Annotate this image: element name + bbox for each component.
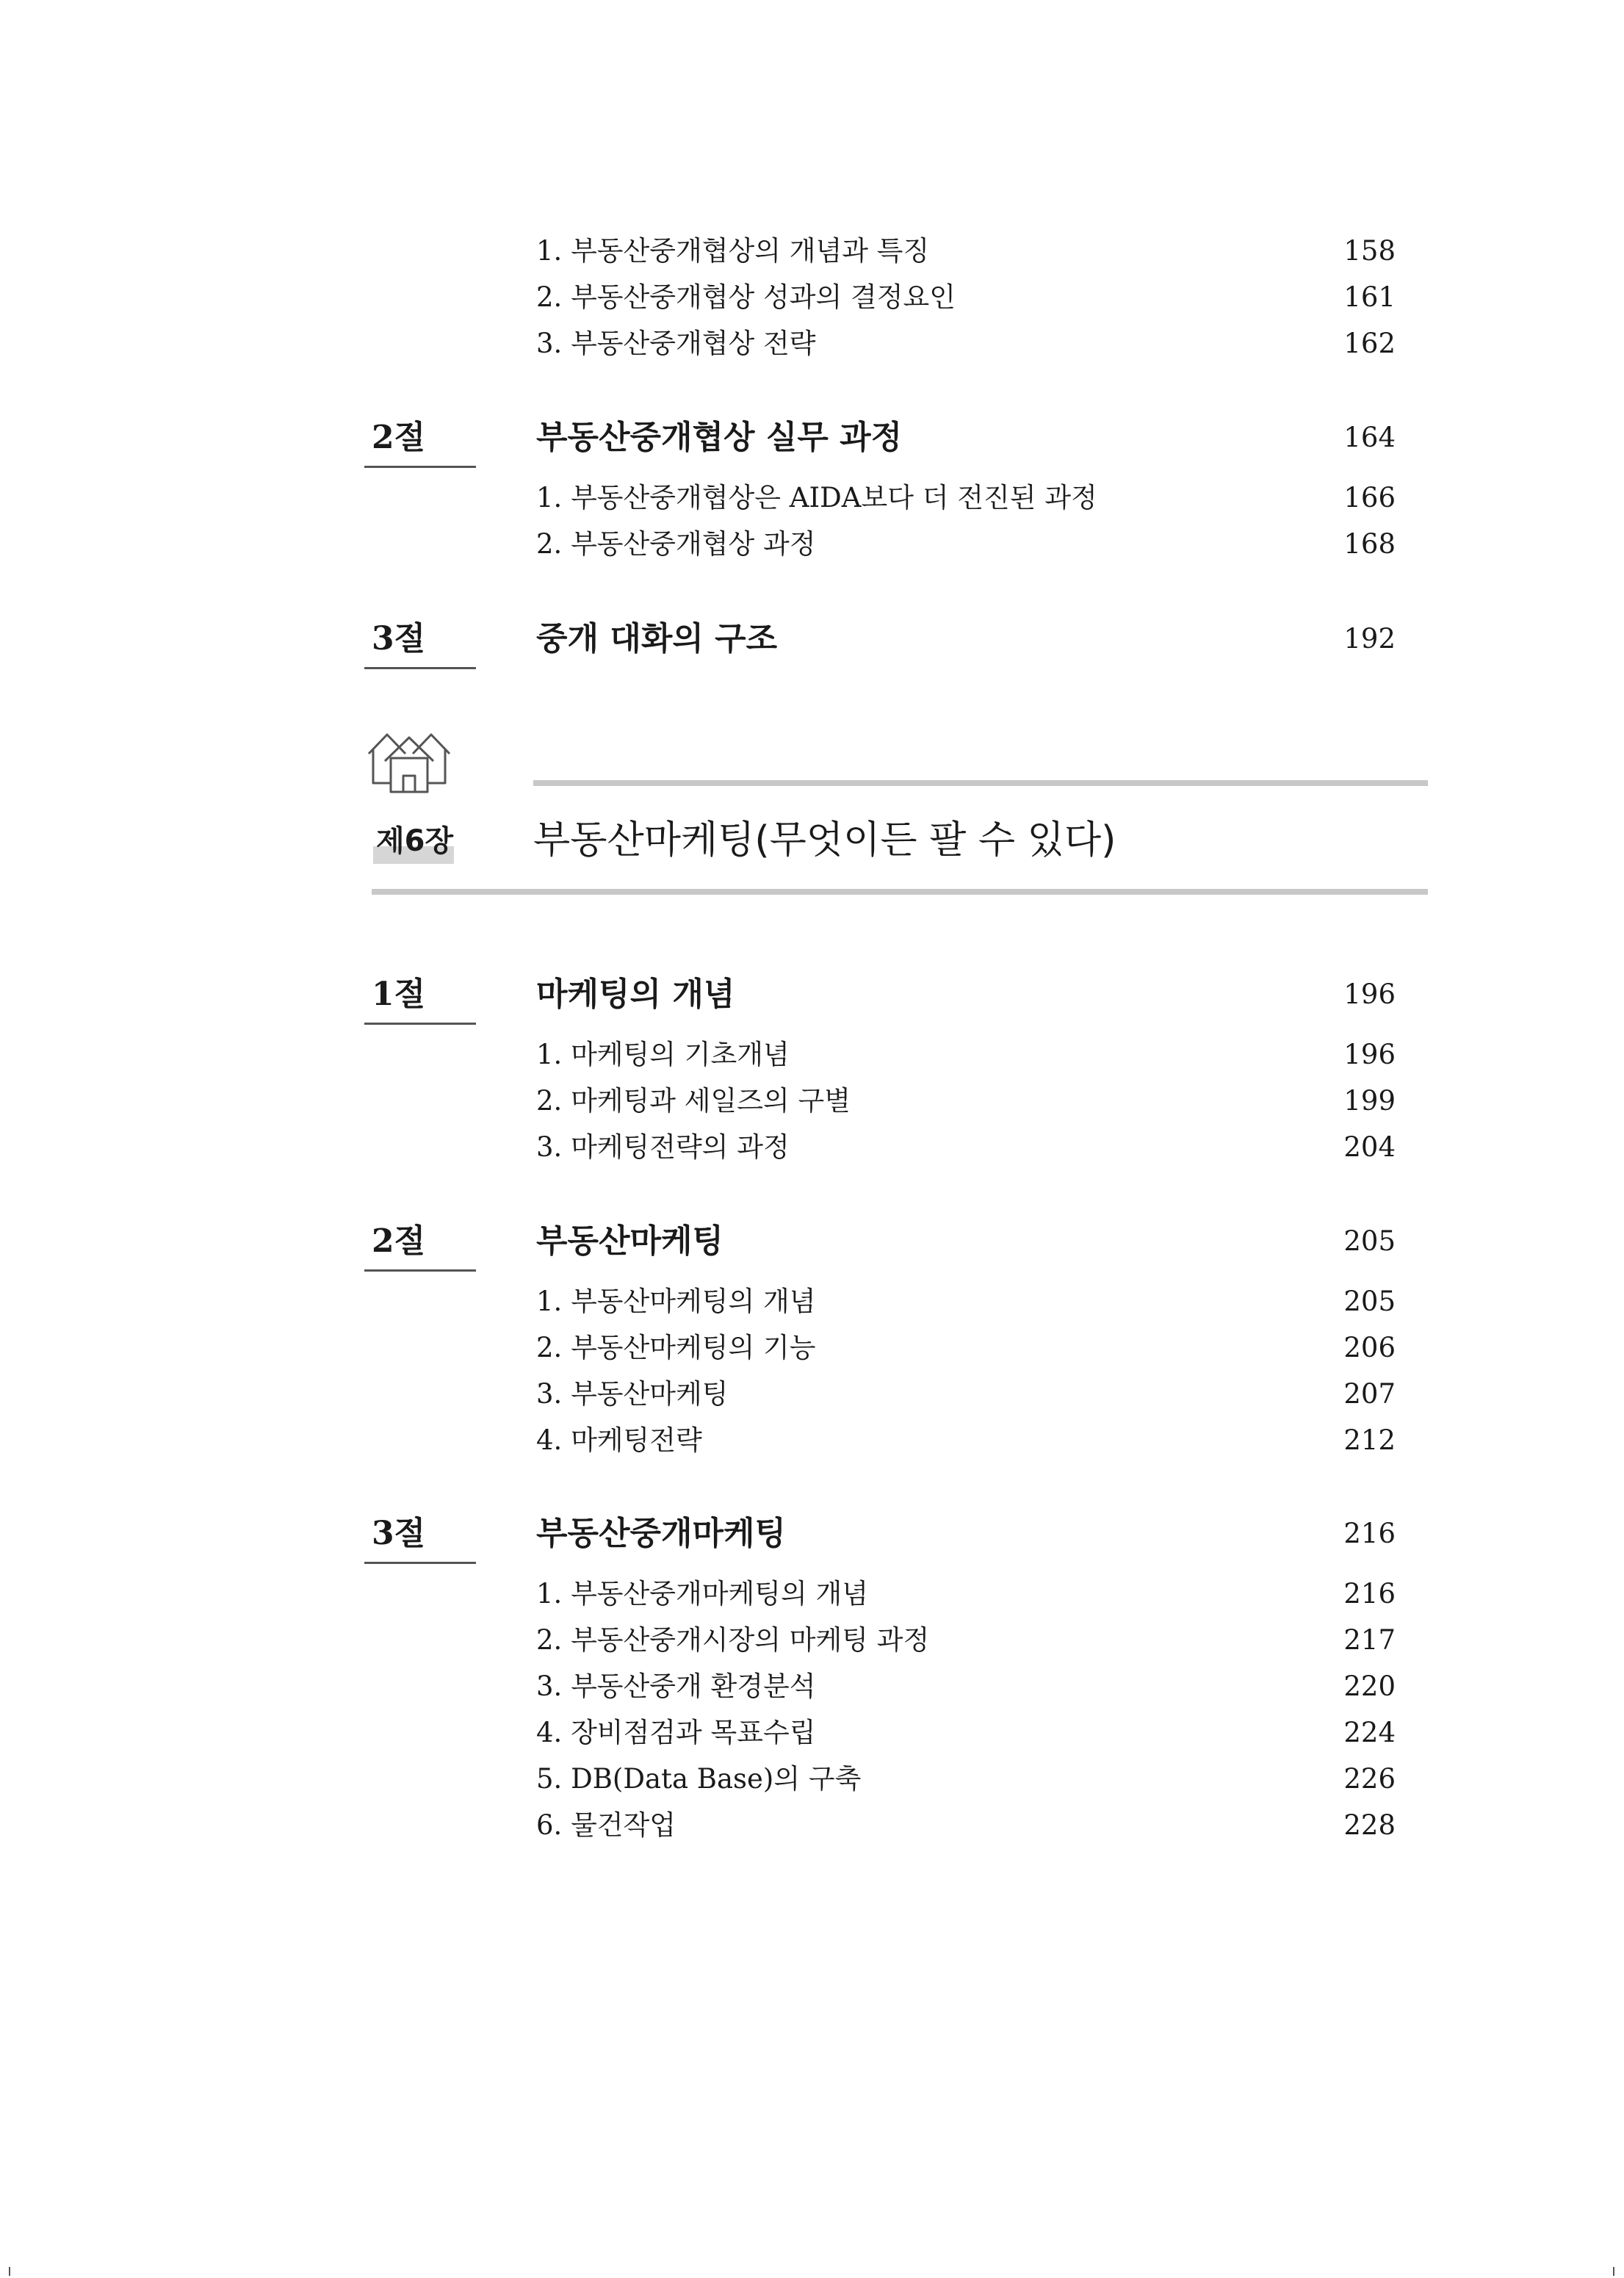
toc-entry[interactable] — [536, 1419, 1396, 1463]
toc-entry[interactable] — [536, 275, 1396, 320]
toc-entry-page: 216 — [1343, 1578, 1396, 1610]
toc-entry-title: 1. 부동산마케팅의 개념 — [536, 1286, 816, 1317]
chapter-label: 제6장 — [376, 824, 454, 858]
chapter-rule-top — [533, 780, 1428, 786]
toc-entry-title: 3. 마케팅전략의 과정 — [536, 1131, 790, 1163]
toc-entry[interactable] — [536, 522, 1396, 566]
chapter-label-box — [373, 812, 461, 871]
toc-section[interactable] — [364, 1510, 1396, 1562]
toc-entry-title: 2. 부동산중개시장의 마케팅 과정 — [536, 1624, 930, 1656]
toc-entry-page: 220 — [1343, 1670, 1396, 1702]
toc-entry-title: 1. 부동산중개협상은 AIDA보다 더 전진된 과정 — [536, 482, 1097, 513]
section-underline — [364, 1562, 476, 1564]
toc-entry-title: 3. 부동산마케팅 — [536, 1378, 729, 1410]
crop-mark-left — [9, 2267, 10, 2276]
section-underline — [364, 667, 476, 669]
toc-entry[interactable] — [536, 1618, 1396, 1662]
toc-entry-title: 1. 부동산중개협상의 개념과 특징 — [536, 235, 930, 267]
toc-entry[interactable] — [536, 1572, 1396, 1616]
toc-section[interactable] — [364, 971, 1396, 1023]
section-page: 192 — [1343, 623, 1396, 655]
section-page: 216 — [1343, 1518, 1396, 1549]
toc-entry-page: 168 — [1343, 528, 1396, 560]
toc-section[interactable] — [364, 616, 1396, 667]
toc-entry-title: 3. 부동산중개협상 전략 — [536, 328, 816, 359]
toc-entry[interactable] — [536, 476, 1396, 520]
section-page: 164 — [1343, 422, 1396, 453]
toc-entry-page: 207 — [1343, 1378, 1396, 1410]
section-page: 205 — [1343, 1225, 1396, 1257]
toc-entry-page: 224 — [1343, 1717, 1396, 1748]
section-title: 중개 대화의 구조 — [536, 620, 778, 657]
toc-entry[interactable] — [536, 1372, 1396, 1416]
toc-entry-title: 2. 부동산마케팅의 기능 — [536, 1332, 816, 1363]
toc-entry[interactable] — [536, 1125, 1396, 1169]
toc-entry-page: 212 — [1343, 1424, 1396, 1456]
section-label: 3절 — [372, 1515, 426, 1552]
section-label: 1절 — [372, 976, 426, 1013]
toc-entry-page: 196 — [1343, 1039, 1396, 1070]
section-page: 196 — [1343, 978, 1396, 1010]
toc-entry[interactable] — [536, 1665, 1396, 1709]
toc-entry-page: 217 — [1343, 1624, 1396, 1656]
section-label: 2절 — [372, 419, 426, 456]
toc-entry[interactable] — [536, 1033, 1396, 1077]
house-icon — [361, 718, 457, 799]
toc-entry-page: 226 — [1343, 1763, 1396, 1795]
toc-entry-page: 204 — [1343, 1131, 1396, 1163]
toc-entry[interactable] — [536, 1757, 1396, 1801]
toc-entry[interactable] — [536, 1280, 1396, 1324]
toc-entry[interactable] — [536, 1079, 1396, 1123]
toc-section[interactable] — [364, 1218, 1396, 1269]
toc-entry-page: 206 — [1343, 1332, 1396, 1363]
toc-entry-page: 161 — [1343, 281, 1396, 313]
section-title: 부동산중개마케팅 — [536, 1515, 787, 1552]
section-underline — [364, 1269, 476, 1272]
section-title: 마케팅의 개념 — [536, 976, 735, 1013]
section-title: 부동산중개협상 실무 과정 — [536, 419, 903, 456]
toc-entry-title: 3. 부동산중개 환경분석 — [536, 1670, 816, 1702]
toc-entry-title: 1. 마케팅의 기초개념 — [536, 1039, 790, 1070]
chapter-rule-bottom — [372, 889, 1428, 895]
toc-entry-title: 4. 장비점검과 목표수립 — [536, 1717, 816, 1748]
section-underline — [364, 1023, 476, 1025]
toc-entry-title: 2. 부동산중개협상 성과의 결정요인 — [536, 281, 956, 313]
section-underline — [364, 466, 476, 468]
toc-entry-title: 5. DB(Data Base)의 구축 — [536, 1763, 862, 1795]
toc-entry[interactable] — [536, 1326, 1396, 1370]
toc-section[interactable] — [364, 414, 1396, 466]
toc-entry[interactable] — [536, 1711, 1396, 1755]
toc-entry-title: 1. 부동산중개마케팅의 개념 — [536, 1578, 868, 1610]
toc-entry[interactable] — [536, 229, 1396, 273]
toc-entry[interactable] — [536, 1803, 1396, 1848]
toc-entry-page: 162 — [1343, 328, 1396, 359]
toc-entry-title: 6. 물건작업 — [536, 1809, 676, 1841]
section-label: 3절 — [372, 620, 426, 657]
toc-entry-title: 2. 부동산중개협상 과정 — [536, 528, 816, 560]
toc-entry-page: 199 — [1343, 1085, 1396, 1117]
toc-entry-title: 2. 마케팅과 세일즈의 구별 — [536, 1085, 851, 1117]
toc-entry-title: 4. 마케팅전략 — [536, 1424, 702, 1456]
toc-entry-page: 228 — [1343, 1809, 1396, 1841]
chapter-title[interactable]: 부동산마케팅(무엇이든 팔 수 있다) — [533, 818, 1116, 862]
toc-entry[interactable] — [536, 322, 1396, 366]
crop-mark-right — [1613, 2267, 1614, 2276]
section-label: 2절 — [372, 1222, 426, 1260]
toc-entry-page: 205 — [1343, 1286, 1396, 1317]
section-title: 부동산마케팅 — [536, 1222, 724, 1260]
toc-entry-page: 158 — [1343, 235, 1396, 267]
toc-entry-page: 166 — [1343, 482, 1396, 513]
